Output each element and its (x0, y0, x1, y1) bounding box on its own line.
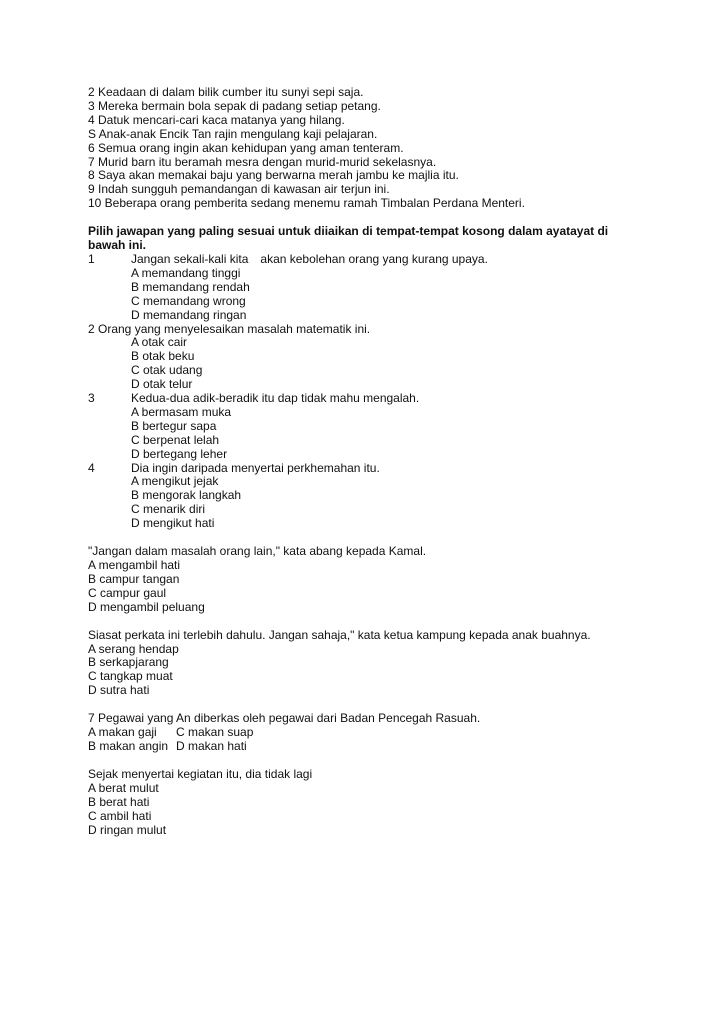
question-6-stem: Siasat perkata ini terlebih dahulu. Jangan sahaja," kata ketua kampung kepada anak buahnya. (88, 627, 591, 642)
question-5-option-d: D mengambil peluang (88, 599, 205, 614)
question-1-option-b: B memandang rendah (131, 279, 250, 294)
question-2 (88, 323, 648, 393)
question-4-option-c: C menarik diri (131, 502, 206, 517)
sentence-8: 8 Saya akan memakai baju yang berwarna merah jambu ke majlia itu. (88, 168, 459, 183)
sentence-9: 9 Indah sungguh pemandangan di kawasan air terjun ini. (88, 182, 390, 197)
question-8-option-d: D ringan mulut (88, 822, 167, 837)
question-1-option-a: A memandang tinggi (131, 265, 241, 280)
sentence-10: 10 Beberapa orang pemberita sedang menemu ramah Timbalan Perdana Menteri. (88, 196, 525, 211)
sentence-list (88, 86, 648, 211)
question-5-option-b: B campur tangan (88, 571, 180, 586)
question-5 (88, 545, 648, 615)
question-3-option-c: C berpenat lelah (131, 432, 220, 447)
question-1-number: 1 (88, 251, 95, 266)
question-3-stem (88, 392, 648, 406)
question-1-stem-part-b: akan kebolehan orang yang kurang upaya. (260, 251, 488, 266)
question-1-option-c: C memandang wrong (131, 293, 246, 308)
question-8-option-c: C ambil hati (88, 808, 152, 823)
question-7-options-row-1 (88, 726, 648, 740)
sentence-4: 4 Datuk mencari-cari kaca matanya yang hilang. (88, 112, 345, 127)
question-3-number: 3 (88, 391, 95, 406)
question-5-option-c: C campur gaul (88, 585, 167, 600)
question-7-stem-part-a: 7 Pegawai yang (88, 711, 174, 726)
question-7-option-c: C makan suap (176, 725, 254, 740)
sentence-6: 6 Semua orang ingin akan kehidupan yang aman tenteram. (88, 140, 404, 155)
question-7-stem-part-b: An diberkas oleh pegawai dari Badan Pencegah Rasuah. (176, 711, 481, 726)
spacer (88, 531, 648, 545)
question-7-option-b: B makan angin (88, 738, 169, 753)
question-3-option-a: A bermasam muka (131, 404, 232, 419)
question-2-option-c: C otak udang (131, 363, 203, 378)
question-4-option-b: B mengorak langkah (131, 488, 242, 503)
sentence-2: 2 Keadaan di dalam bilik cumber itu sunyi sepi saja. (88, 85, 364, 99)
question-7-stem (88, 712, 648, 726)
question-2-stem: 2 Orang yang menyelesaikan masalah matematik ini. (88, 321, 371, 336)
question-6-option-c: C tangkap muat (88, 669, 173, 684)
question-7-option-d: D makan hati (176, 738, 247, 753)
sentence-3: 3 Mereka bermain bola sepak di padang setiap petang. (88, 98, 381, 113)
question-4-option-a: A mengikut jejak (131, 474, 219, 489)
instruction-heading: Pilih jawapan yang paling sesuai untuk diiaikan di tempat-tempat kosong dalam ayatayat di bawah ini. (88, 224, 609, 253)
question-3-option-b: B bertegur sapa (131, 418, 217, 433)
question-6 (88, 629, 648, 699)
question-4-stem-text: Dia ingin daripada menyertai perkhemahan itu. (131, 460, 380, 475)
question-5-option-a: A mengambil hati (88, 558, 181, 572)
question-4-stem (88, 462, 648, 476)
question-3-stem-text: Kedua-dua adik-beradik itu dap tidak mahu mengalah. (131, 391, 420, 406)
question-4-number: 4 (88, 460, 95, 475)
question-7-options-row-2 (88, 740, 648, 754)
question-7 (88, 712, 648, 754)
question-6-option-b: B serkapjarang (88, 655, 169, 670)
question-8 (88, 768, 648, 838)
question-1-stem (88, 253, 648, 267)
question-1-stem-part-a: Jangan sekali-kali kita (131, 251, 249, 266)
question-8-option-a: A berat mulut (88, 780, 159, 795)
question-6-option-a: A serang hendap (88, 641, 179, 656)
question-1-option-d: D memandang ringan (131, 307, 247, 322)
question-2-option-d: D otak telur (131, 377, 193, 392)
spacer (88, 754, 648, 768)
question-8-stem: Sejak menyertai kegiatan itu, dia tidak lagi (88, 766, 313, 781)
question-8-option-b: B berat hati (88, 794, 150, 809)
question-3 (88, 392, 648, 462)
document-page (88, 86, 648, 837)
question-1 (88, 253, 648, 323)
question-4 (88, 462, 648, 532)
question-2-option-a: A otak cair (131, 335, 188, 350)
spacer (88, 615, 648, 629)
spacer (88, 698, 648, 712)
question-6-option-d: D sutra hati (88, 683, 150, 698)
question-7-option-a: A makan gaji (88, 725, 157, 740)
sentence-7: 7 Murid barn itu beramah mesra dengan murid-murid sekelasnya. (88, 154, 437, 169)
question-4-option-d: D mengikut hati (131, 516, 215, 531)
question-2-option-b: B otak beku (131, 349, 195, 364)
question-3-option-d: D bertegang leher (131, 446, 228, 461)
spacer (88, 211, 648, 225)
question-5-stem: "Jangan dalam masalah orang lain," kata abang kepada Kamal. (88, 544, 427, 559)
sentence-5: S Anak-anak Encik Tan rajin mengulang kaji pelajaran. (88, 126, 378, 141)
